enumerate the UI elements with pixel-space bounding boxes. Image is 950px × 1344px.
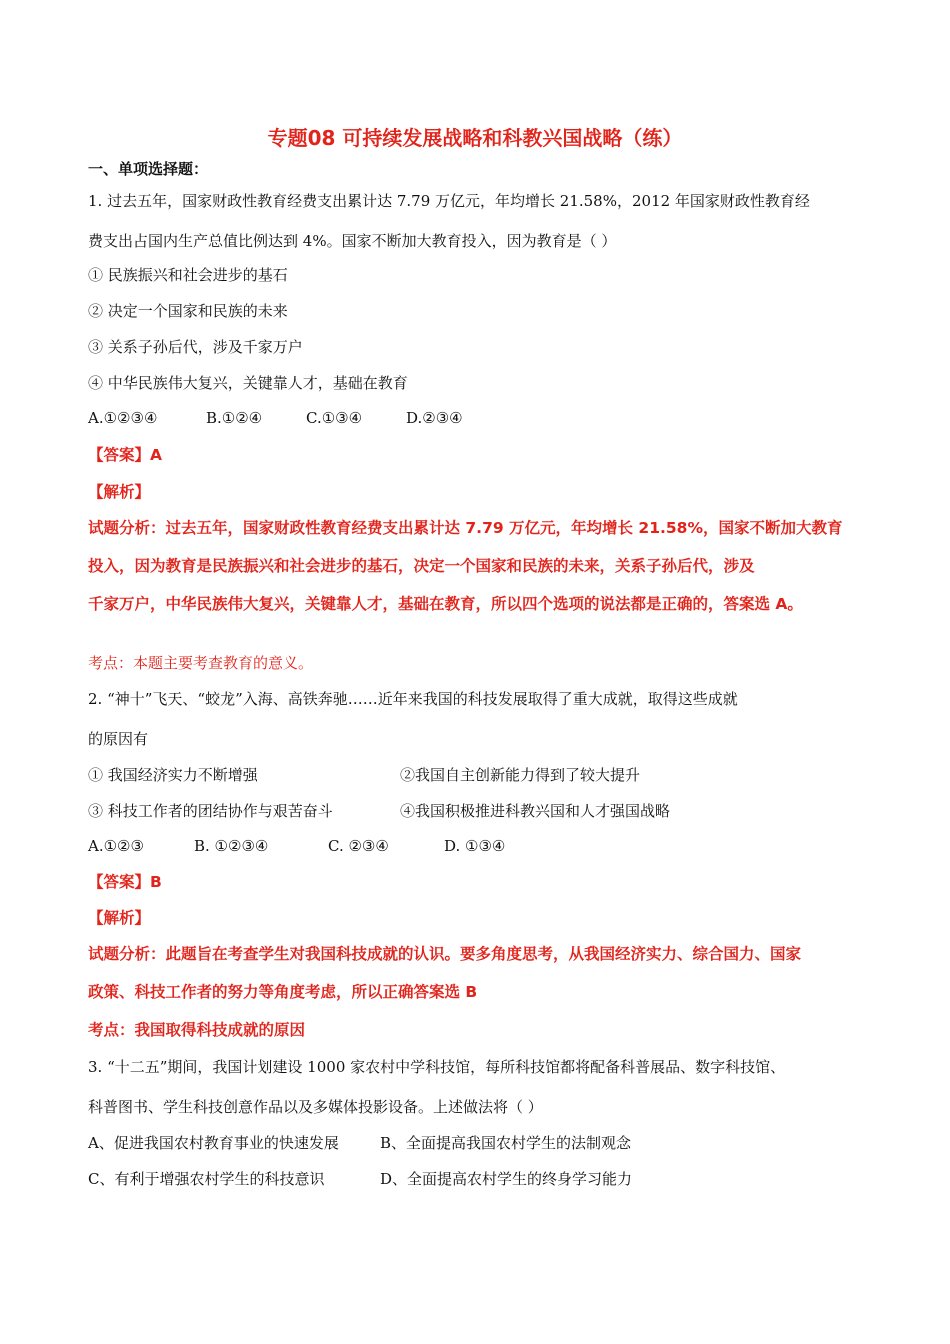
q2-option-c: C. ②③④: [328, 837, 389, 855]
q3-stem-line1: 3. “十二五”期间，我国计划建设 1000 家农村中学科技馆，每所科技馆都将配备科普展品、数字科技馆、: [88, 1058, 786, 1076]
q3-option-d: D、全面提高农村学生的终身学习能力: [380, 1170, 633, 1188]
q2-item-4: ④我国积极推进科教兴国和人才强国战略: [400, 802, 671, 820]
q1-option-d: D.②③④: [406, 409, 463, 427]
q2-stem-line2: 的原因有: [88, 730, 149, 748]
q2-answer: 【答案】B: [88, 873, 162, 891]
q1-analysis-line1: 试题分析：过去五年，国家财政性教育经费支出累计达 7.79 万亿元，年均增长 21.58%，国家不断加大教育: [88, 519, 843, 537]
q1-point: 考点：本题主要考查教育的意义。: [88, 654, 314, 672]
section-heading: 一、单项选择题：: [88, 160, 209, 178]
page-title: 专题08 可持续发展战略和科教兴国战略（练）: [267, 126, 683, 150]
q2-options: [88, 837, 505, 855]
q3-option-b: B、全面提高我国农村学生的法制观念: [380, 1134, 632, 1152]
q1-stem-line2: 费支出占国内生产总值比例达到 4%。国家不断加大教育投入，因为教育是（ ）: [88, 232, 617, 250]
q1-analysis-label: 【解析】: [88, 483, 151, 501]
q2-analysis-line2: 政策、科技工作者的努力等角度考虑，所以正确答案选 B: [88, 983, 478, 1001]
q1-options: [88, 409, 463, 427]
q2-option-d: D. ①③④: [444, 837, 506, 855]
q1-item-3: ③ 关系子孙后代，涉及千家万户: [88, 338, 303, 356]
q2-stem-line1: 2. “神十”飞天、“蛟龙”入海、高铁奔驰……近年来我国的科技发展取得了重大成就，取得这些成就: [88, 690, 738, 708]
q2-items-row2: [88, 800, 670, 821]
q1-analysis-line3: 千家万户，中华民族伟大复兴，关键靠人才，基础在教育，所以四个选项的说法都是正确的，答案选 A。: [88, 595, 803, 613]
q3-stem-line2: 科普图书、学生科技创意作品以及多媒体投影设备。上述做法将（ ）: [88, 1098, 543, 1116]
q3-option-a: A、促进我国农村教育事业的快速发展: [88, 1134, 339, 1152]
q2-item-2: ②我国自主创新能力得到了较大提升: [400, 766, 641, 784]
q1-item-2: ② 决定一个国家和民族的未来: [88, 302, 288, 320]
q2-analysis-label: 【解析】: [88, 909, 151, 927]
q2-item-3: ③ 科技工作者的团结协作与艰苦奋斗: [88, 802, 333, 820]
q1-option-a: A.①②③④: [88, 409, 158, 427]
q2-option-a: A.①②③: [88, 837, 144, 855]
q2-items-row1: [88, 764, 640, 785]
q2-analysis-line1: 试题分析：此题旨在考查学生对我国科技成就的认识。要多角度思考，从我国经济实力、综合国力、国家: [88, 945, 802, 963]
q3-options-row1: [88, 1132, 631, 1153]
q1-option-b: B.①②④: [206, 409, 263, 427]
q1-item-4: ④ 中华民族伟大复兴，关键靠人才，基础在教育: [88, 374, 408, 392]
q2-point: 考点：我国取得科技成就的原因: [88, 1021, 306, 1039]
q1-option-c: C.①③④: [306, 409, 363, 427]
q1-answer: 【答案】A: [88, 446, 162, 464]
q1-analysis-line2: 投入，因为教育是民族振兴和社会进步的基石，决定一个国家和民族的未来，关系子孙后代，涉及: [88, 557, 755, 575]
q1-item-1: ① 民族振兴和社会进步的基石: [88, 266, 288, 284]
q2-item-1: ① 我国经济实力不断增强: [88, 766, 258, 784]
q3-options-row2: [88, 1168, 632, 1189]
q2-option-b: B. ①②③④: [194, 837, 269, 855]
q3-option-c: C、有利于增强农村学生的科技意识: [88, 1170, 325, 1188]
q1-stem-line1: 1. 过去五年，国家财政性教育经费支出累计达 7.79 万亿元，年均增长 21.58%，2012 年国家财政性教育经: [88, 192, 810, 210]
